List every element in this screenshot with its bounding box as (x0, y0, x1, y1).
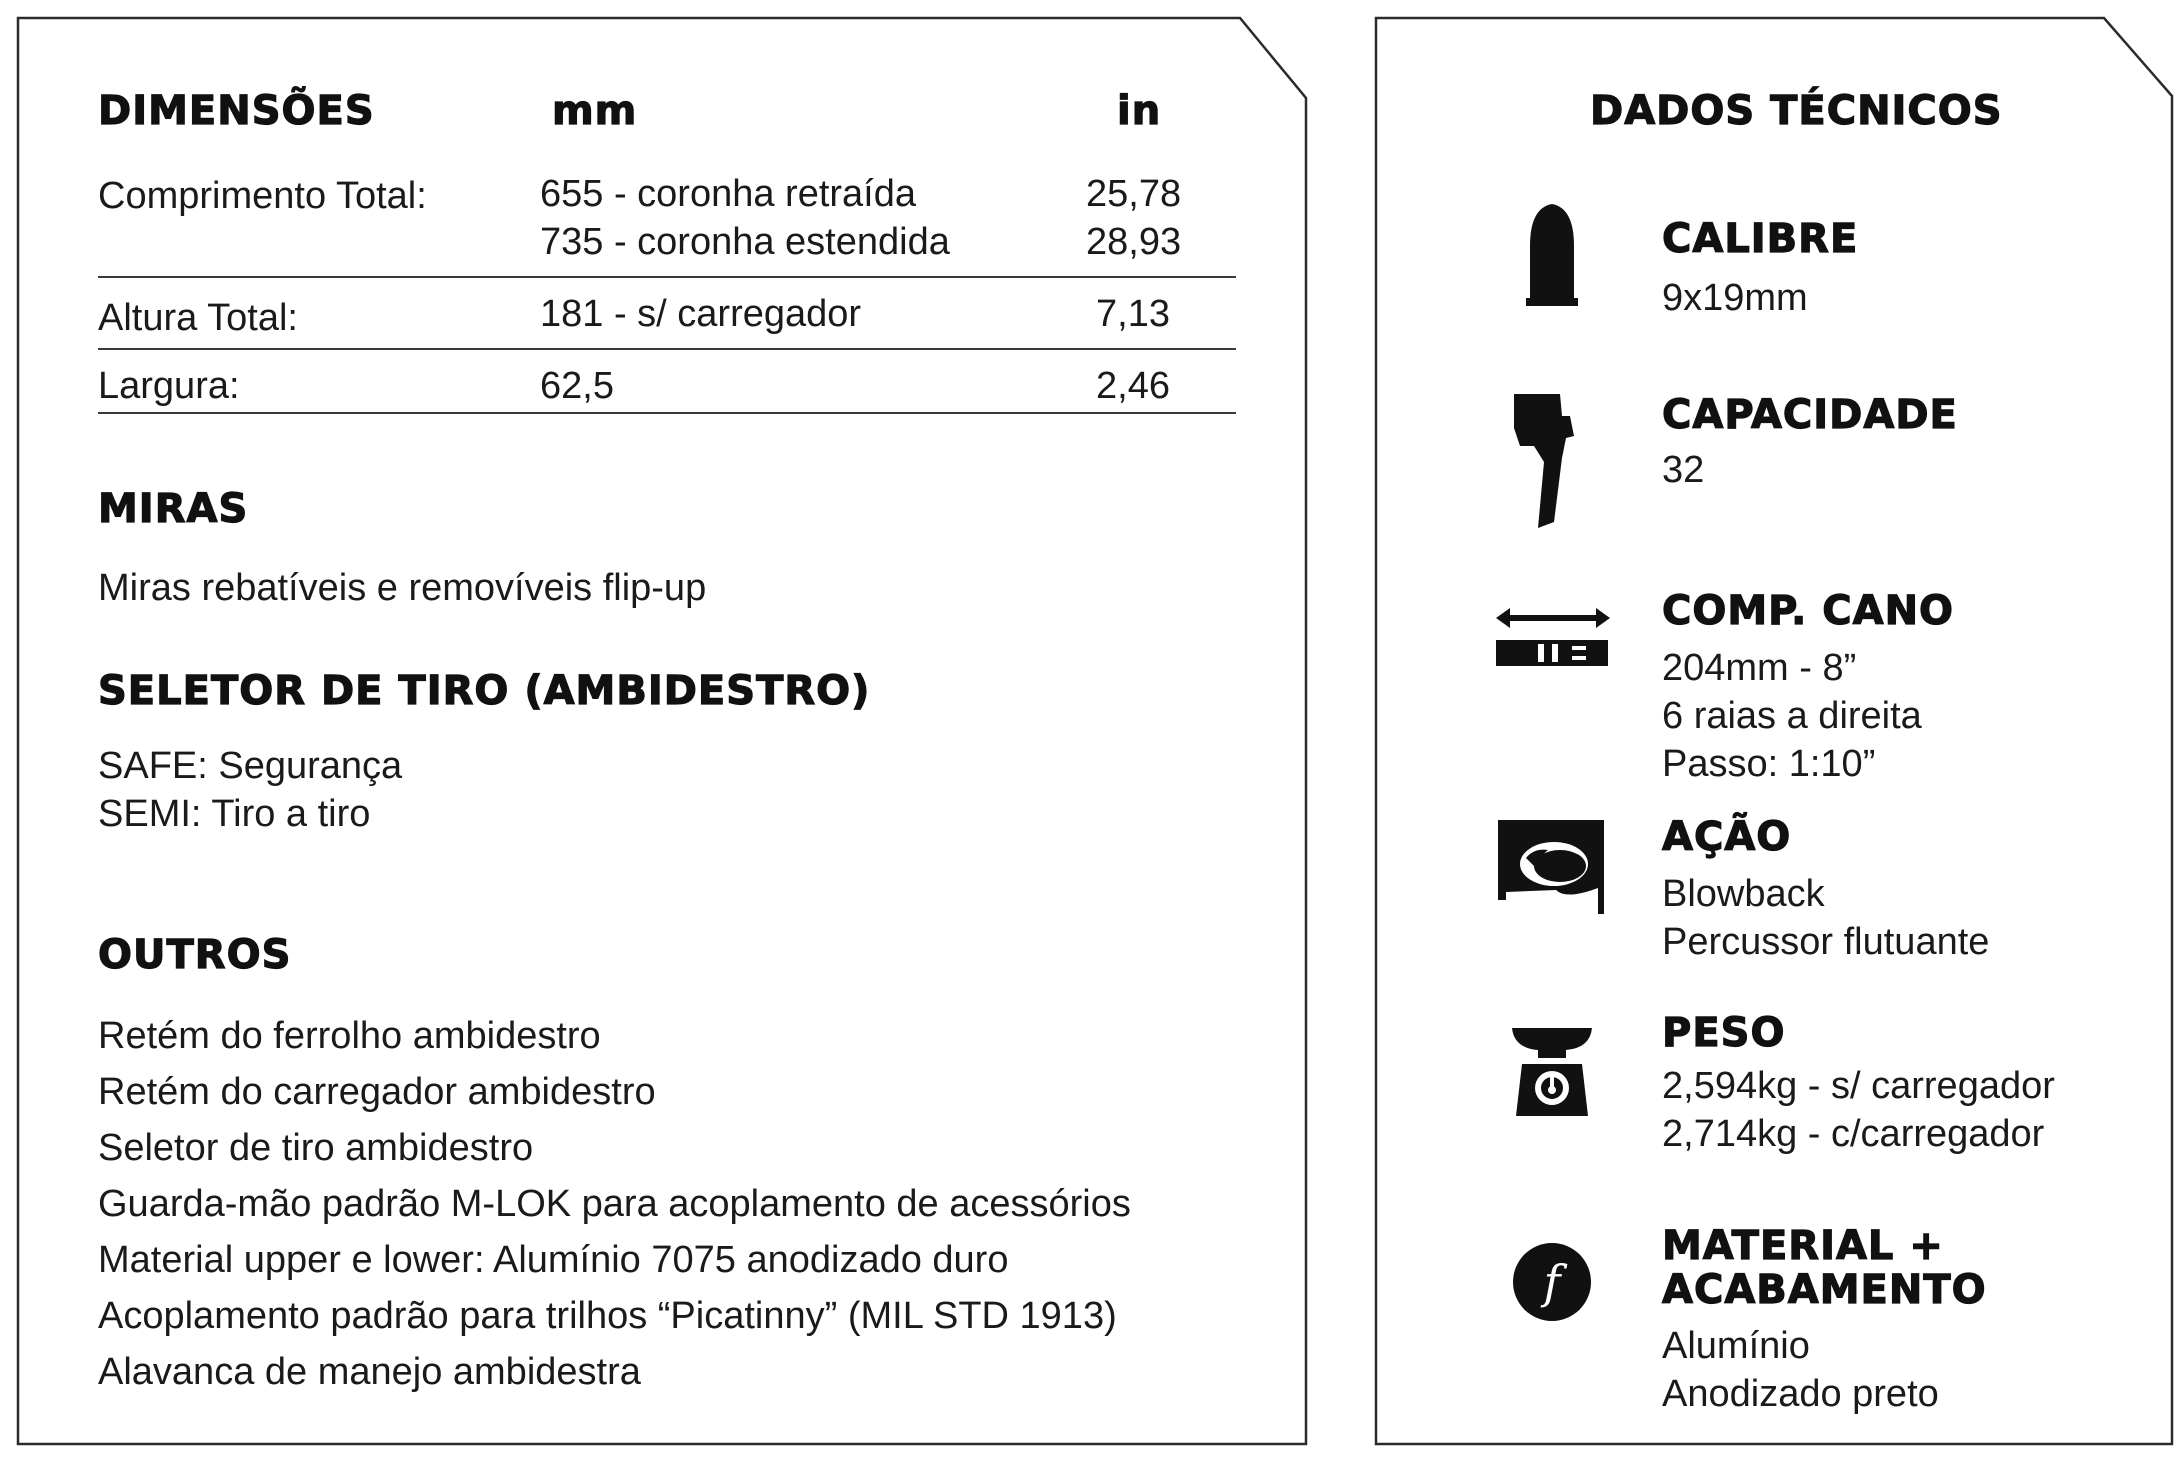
spec-title: CAPACIDADE (1662, 392, 1958, 438)
sights-text: Miras rebatíveis e removíveis flip-up (98, 567, 707, 609)
list-item: Retém do ferrolho ambidestro (98, 1015, 601, 1057)
scale-icon (1510, 1024, 1594, 1118)
spec-value: Alumínio Anodizado preto (1662, 1325, 1939, 1415)
mm-column-header: mm (552, 88, 638, 134)
spec-value: 2,594kg - s/ carregador 2,714kg - c/carregador (1662, 1065, 2055, 1155)
action-icon (1496, 818, 1608, 914)
barrel-icon (1494, 604, 1612, 668)
dimension-row-label: Altura Total: (98, 297, 298, 339)
spec-value: Blowback Percussor flutuante (1662, 873, 1990, 963)
row-divider (98, 276, 1236, 278)
others-title: OUTROS (98, 932, 292, 978)
spec-title: MATERIAL + ACABAMENTO (1662, 1223, 1987, 1313)
spec-value: 32 (1662, 449, 1705, 491)
in-column-header: in (1117, 88, 1162, 134)
sights-title: MIRAS (98, 486, 249, 532)
spec-title: CALIBRE (1662, 216, 1859, 262)
dimension-row-mm: 181 - s/ carregador (540, 293, 862, 335)
list-item: Alavanca de manejo ambidestra (98, 1351, 641, 1393)
svg-text:f: f (1543, 1255, 1561, 1309)
dimension-row-label: Largura: (98, 365, 240, 407)
dimension-row-in: 2,46 (1096, 365, 1170, 407)
dimension-row-label: Comprimento Total: (98, 175, 427, 217)
spec-title: PESO (1662, 1010, 1786, 1056)
dimension-row-in: 7,13 (1096, 293, 1170, 335)
spec-value: 9x19mm (1662, 277, 1808, 319)
finish-icon (1512, 1242, 1592, 1322)
dimension-row-in: 25,78 28,93 (1086, 173, 1182, 263)
spec-title: COMP. CANO (1662, 588, 1955, 634)
list-item: Acoplamento padrão para trilhos “Picatinny” (MIL STD 1913) (98, 1295, 1117, 1337)
dimensions-title: DIMENSÕES (98, 88, 375, 134)
spec-value: 204mm - 8” 6 raias a direita Passo: 1:10” (1662, 647, 1922, 785)
list-item: Guarda-mão padrão M-LOK para acoplamento de acessórios (98, 1183, 1131, 1225)
selector-title: SELETOR DE TIRO (AMBIDESTRO) (98, 668, 871, 714)
technical-data-title: DADOS TÉCNICOS (1590, 88, 2003, 134)
bullet-icon (1522, 202, 1582, 308)
row-divider (98, 348, 1236, 350)
selector-text: SAFE: Segurança SEMI: Tiro a tiro (98, 745, 403, 835)
magazine-icon (1512, 392, 1592, 530)
list-item: Material upper e lower: Alumínio 7075 anodizado duro (98, 1239, 1009, 1281)
list-item: Seletor de tiro ambidestro (98, 1127, 534, 1169)
others-list (98, 1008, 1131, 1400)
list-item: Retém do carregador ambidestro (98, 1071, 656, 1113)
dimension-row-mm: 62,5 (540, 365, 614, 407)
spec-title: AÇÃO (1662, 814, 1792, 860)
row-divider (98, 412, 1236, 414)
dimension-row-mm: 655 - coronha retraída 735 - coronha estendida (540, 173, 950, 263)
